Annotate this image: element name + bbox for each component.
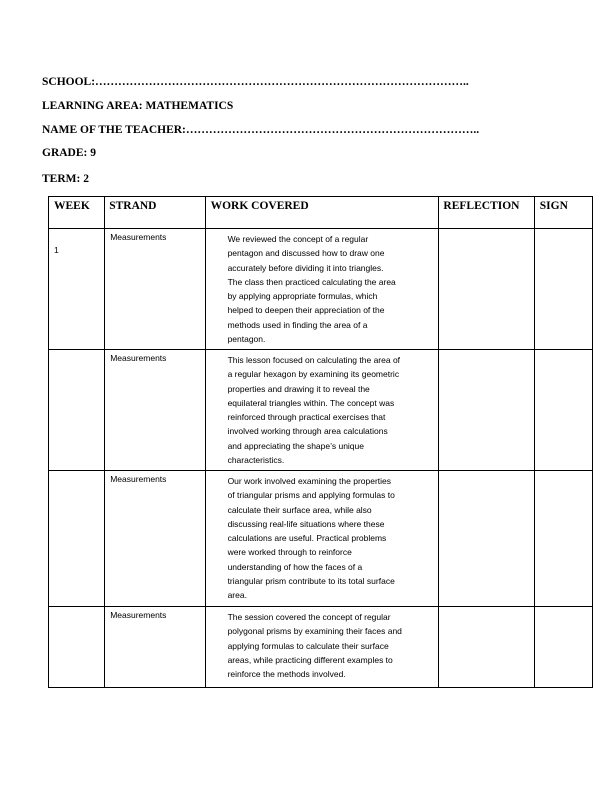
week-cell [49,471,105,607]
work-line: We reviewed the concept of a regular [227,234,369,244]
work-covered-cell [205,607,439,688]
work-line: calculations are useful. Practical problems [227,533,387,544]
work-covered-text [206,229,439,346]
reflection-column-header: REFLECTION [439,197,534,229]
strand-cell [105,471,205,607]
strand-cell [105,229,205,350]
work-record-table [48,196,593,688]
term-label: TERM: 2 [42,173,89,185]
work-line: helped to deepen their appreciation of the [227,305,385,316]
table-header-row [49,197,593,229]
school-field: SCHOOL:…………………………………………………………………………………….. [42,76,469,88]
work-line: applying formulas to calculate their surface [227,640,389,651]
strand-text: Measurements [110,353,167,363]
work-line: properties and drawing it to reveal the [227,383,370,394]
work-covered-text [206,607,439,681]
work-covered-cell [205,471,439,607]
sign-cell [534,471,592,607]
work-line: characteristics. [227,455,285,466]
work-line: Our work involved examining the properties [227,476,392,486]
week-cell [49,229,105,350]
strand-text: Measurements [110,232,167,242]
work-line: understanding of how the faces of a [227,561,363,572]
week-cell [49,607,105,688]
work-line: a regular hexagon by examining its geometric [227,369,400,380]
table-row [49,607,593,688]
reflection-cell [439,471,534,607]
work-line: discussing real-life situations where these [227,518,385,529]
strand-column-header: STRAND [105,197,205,229]
sign-cell [534,607,592,688]
work-covered-cell [205,229,439,350]
work-line: areas, while practicing different examples to [227,654,393,665]
work-line: calculate their surface area, while also [227,504,372,515]
reflection-cell [439,607,534,688]
work-line: equilateral triangles within. The concept was [227,397,395,408]
work-line: involved working through area calculations [227,426,388,437]
work-line: pentagon. [227,334,266,345]
week-number: 1 [54,245,59,255]
strand-text: Measurements [110,610,167,620]
work-line: by applying appropriate formulas, which [227,291,378,302]
work-line: triangular prism contribute to its total surface [227,576,395,587]
sign-column-header: SIGN [534,197,592,229]
reflection-cell [439,229,534,350]
work-line: were worked through to reinforce [227,547,352,558]
work-line: reinforce the methods involved. [227,669,346,680]
work-line: This lesson focused on calculating the area of [227,355,401,365]
reflection-cell [439,350,534,471]
table-row [49,471,593,607]
table-row [49,350,593,471]
strand-cell [105,607,205,688]
work-line: polygonal prisms by examining their faces and [227,626,402,637]
week-cell [49,350,105,471]
work-covered-text [206,350,439,467]
work-line: reinforced through practical exercises that [227,412,386,423]
strand-text: Measurements [110,474,167,484]
work-covered-text [206,471,439,603]
work-line: pentagon and discussed how to draw one [227,248,385,259]
grade-label: GRADE: 9 [42,147,96,159]
table-row [49,229,593,350]
work-covered-cell [205,350,439,471]
week-column-header: WEEK [49,197,105,229]
work-line: of triangular prisms and applying formulas to [227,490,395,501]
teacher-name-field: NAME OF THE TEACHER:………………………………………………………………….. [42,124,480,136]
work-line: area. [227,590,247,601]
sign-cell [534,350,592,471]
strand-cell [105,350,205,471]
work-line: and appreciating the shape’s unique [227,440,364,451]
work-line: methods used in finding the area of a [227,319,368,330]
work-covered-column-header: WORK COVERED [205,197,439,229]
work-line: The session covered the concept of regular [227,612,391,622]
work-line: accurately before dividing it into triangles. [227,262,384,273]
learning-area-label: LEARNING AREA: MATHEMATICS [42,100,234,112]
work-line: The class then practiced calculating the area [227,276,396,287]
sign-cell [534,229,592,350]
